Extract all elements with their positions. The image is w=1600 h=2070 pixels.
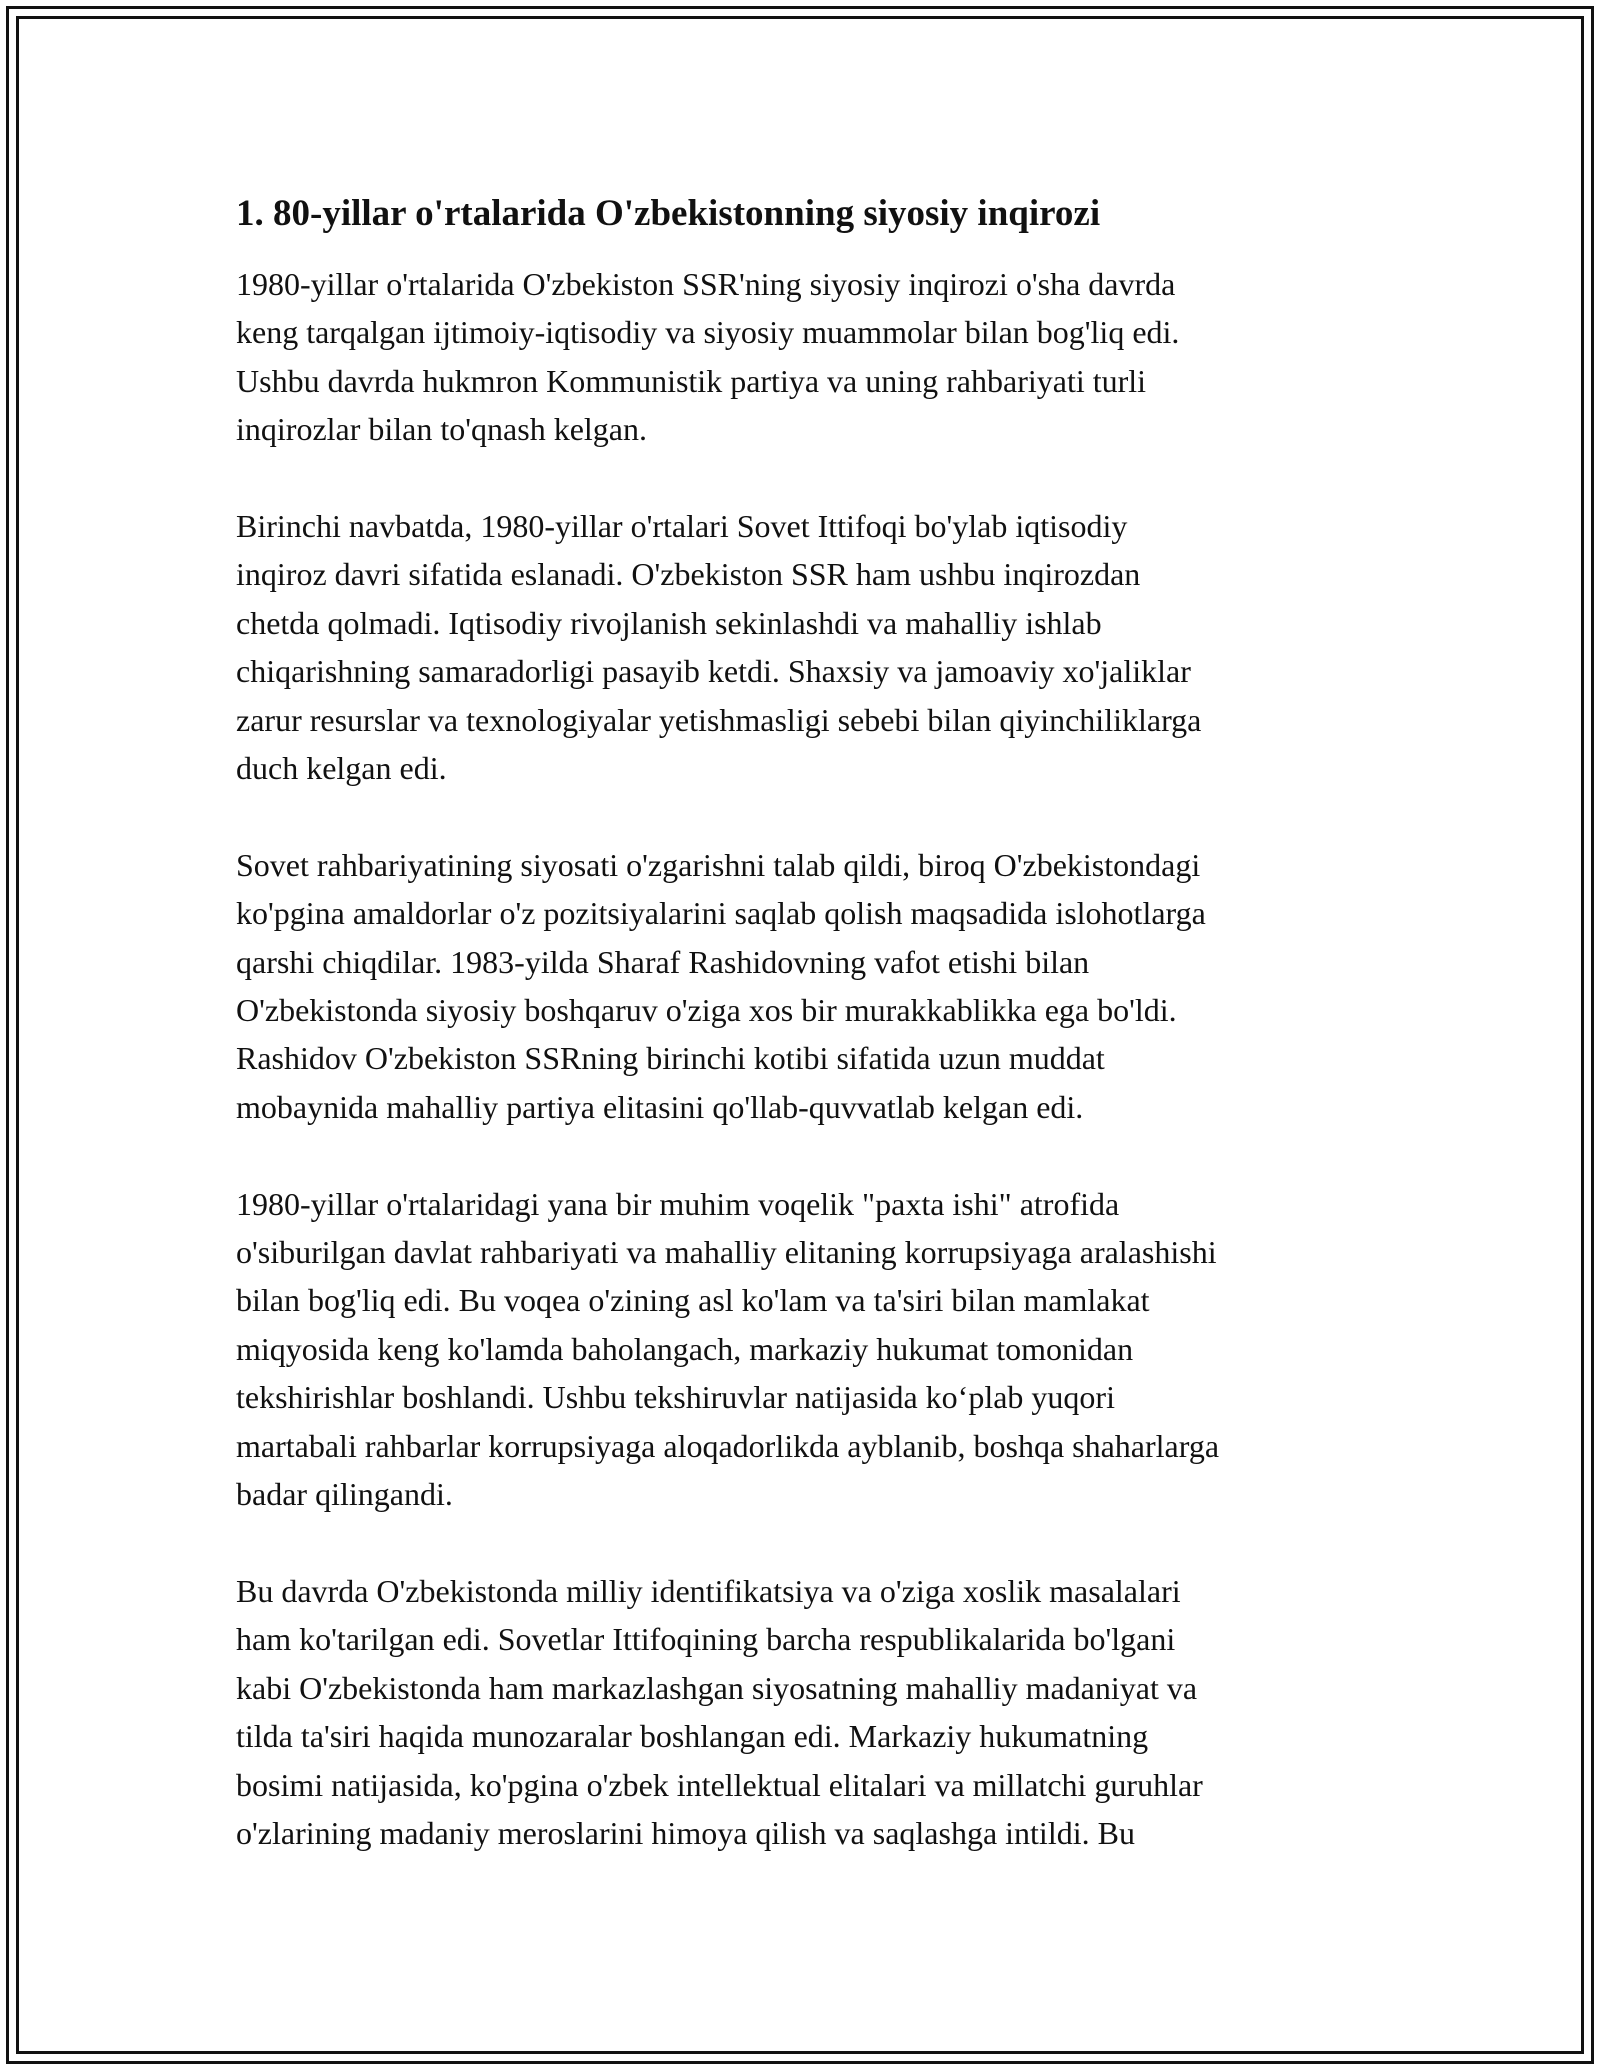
paragraph-4: 1980-yillar o'rtalaridagi yana bir muhim voqelik "paxta ishi" atrofida o'siburilgan davlat rahbariyati va mahalliy elitaning korrupsiyaga aralashishi bilan bog'liq edi. Bu voqea o'zining asl ko'lam va ta'siri bilan mamlakat miqyosida keng ko'lamda baholangach, markaziy hukumat tomonidan tekshirishlar boshlandi. Ushbu tekshiruvlar natijasida ko‘plab yuqori martabali rahbarlar korrupsiyaga aloqadorlikda ayblanib, boshqa shaharlarga badar qilingandi. bbox=[236, 1185, 1220, 1513]
paragraph-1: 1980-yillar o'rtalarida O'zbekiston SSR'ning siyosiy inqirozi o'sha davrda keng tarqalgan ijtimoiy-iqtisodiy va siyosiy muammolar bilan bog'liq edi. Ushbu davrda hukmron Kommunistik partiya va uning rahbariyati turli inqirozlar bilan to'qnash kelgan. bbox=[236, 266, 1180, 448]
paragraph-3: Sovet rahbariyatining siyosati o'zgarishni talab qildi, biroq O'zbekistondagi ko'pgina amaldorlar o'z pozitsiyalarini saqlab qolish maqsadida islohotlarga qarshi chiqdilar. 1983-yilda Sharaf Rashidovning vafot etishi bilan O'zbekistonda siyosiy boshqaruv o'ziga xos bir murakkablikka ega bo'ldi. Rashidov O'zbekiston SSRning birinchi kotibi sifatida uzun muddat mobaynida mahalliy partiya elitasini qo'llab-quvvatlab kelgan edi. bbox=[236, 846, 1206, 1125]
paragraph-2: Birinchi navbatda, 1980-yillar o'rtalari Sovet Ittifoqi bo'ylab iqtisodiy inqiroz davri sifatida eslanadi. O'zbekiston SSR ham ushbu inqirozdan chetda qolmadi. Iqtisodiy rivojlanish sekinlashdi va mahalliy ishlab chiqarishning samaradorligi pasayib ketdi. Shaxsiy va jamoaviy xo'jaliklar zarur resurslar va texnologiyalar yetishmasligi sebebi bilan qiyinchiliklarga duch kelgan edi. bbox=[236, 508, 1202, 787]
paragraph-5: Bu davrda O'zbekistonda milliy identifikatsiya va o'ziga xoslik masalalari ham ko'tarilgan edi. Sovetlar Ittifoqining barcha respublikalarida bo'lgani kabi O'zbekistonda ham markazlashgan siyosatning mahalliy madaniyat va tilda ta'siri haqida munozaralar boshlangan edi. Markaziy hukumatning bosimi natijasida, ko'pgina o'zbek intellektual elitalari va millatchi guruhlar o'zlarining madaniy meroslarini himoya qilish va saqlashga intildi. Bu bbox=[236, 1572, 1203, 1851]
section-title: 1. 80-yillar o'rtalarida O'zbekistonning siyosiy inqirozi bbox=[236, 193, 1101, 234]
document-body bbox=[236, 188, 1376, 1857]
